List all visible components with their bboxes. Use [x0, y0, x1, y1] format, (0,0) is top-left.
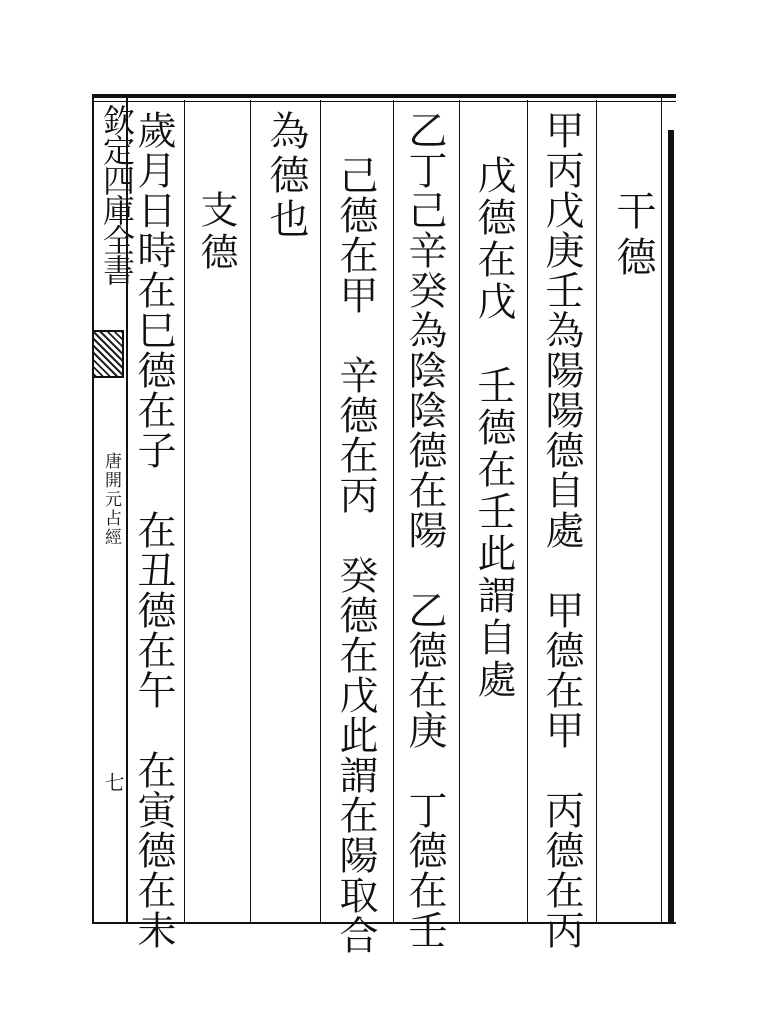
text-column: 乙丁己辛癸為陰陰德在陽 乙德在庚 丁德在壬 — [402, 110, 447, 950]
book-title: 唐開元占經 — [101, 452, 121, 547]
text-column: 為德也 — [263, 110, 309, 242]
column-divider — [250, 100, 251, 922]
bottom-border — [92, 922, 676, 924]
column-divider — [596, 100, 597, 922]
column-divider — [459, 100, 460, 922]
text-column: 甲丙戊庚壬為陽陽德自處 甲德在甲 丙德在丙 — [539, 110, 584, 950]
text-column: 歲月日時在巳德在子 在丑德在午 在寅德在未 — [131, 110, 176, 950]
column-divider — [393, 100, 394, 922]
right-border-thin — [661, 98, 662, 924]
text-column: 干德 — [610, 190, 656, 282]
top-border — [92, 94, 676, 98]
column-divider — [320, 100, 321, 922]
series-title: 欽定四庫全書 — [98, 104, 136, 284]
column-divider — [527, 100, 528, 922]
text-column: 戊德在戊 壬德在壬此謂自處 — [471, 155, 516, 701]
fish-tail-mark — [92, 330, 124, 378]
text-column: 己德在甲 辛德在丙 癸德在戊此謂在陽取合 — [333, 155, 378, 955]
column-divider — [184, 100, 185, 922]
top-border-inner — [92, 101, 676, 102]
page-number: 七 — [101, 772, 125, 792]
text-column: 支德 — [194, 190, 238, 274]
right-border-thick — [668, 130, 674, 924]
